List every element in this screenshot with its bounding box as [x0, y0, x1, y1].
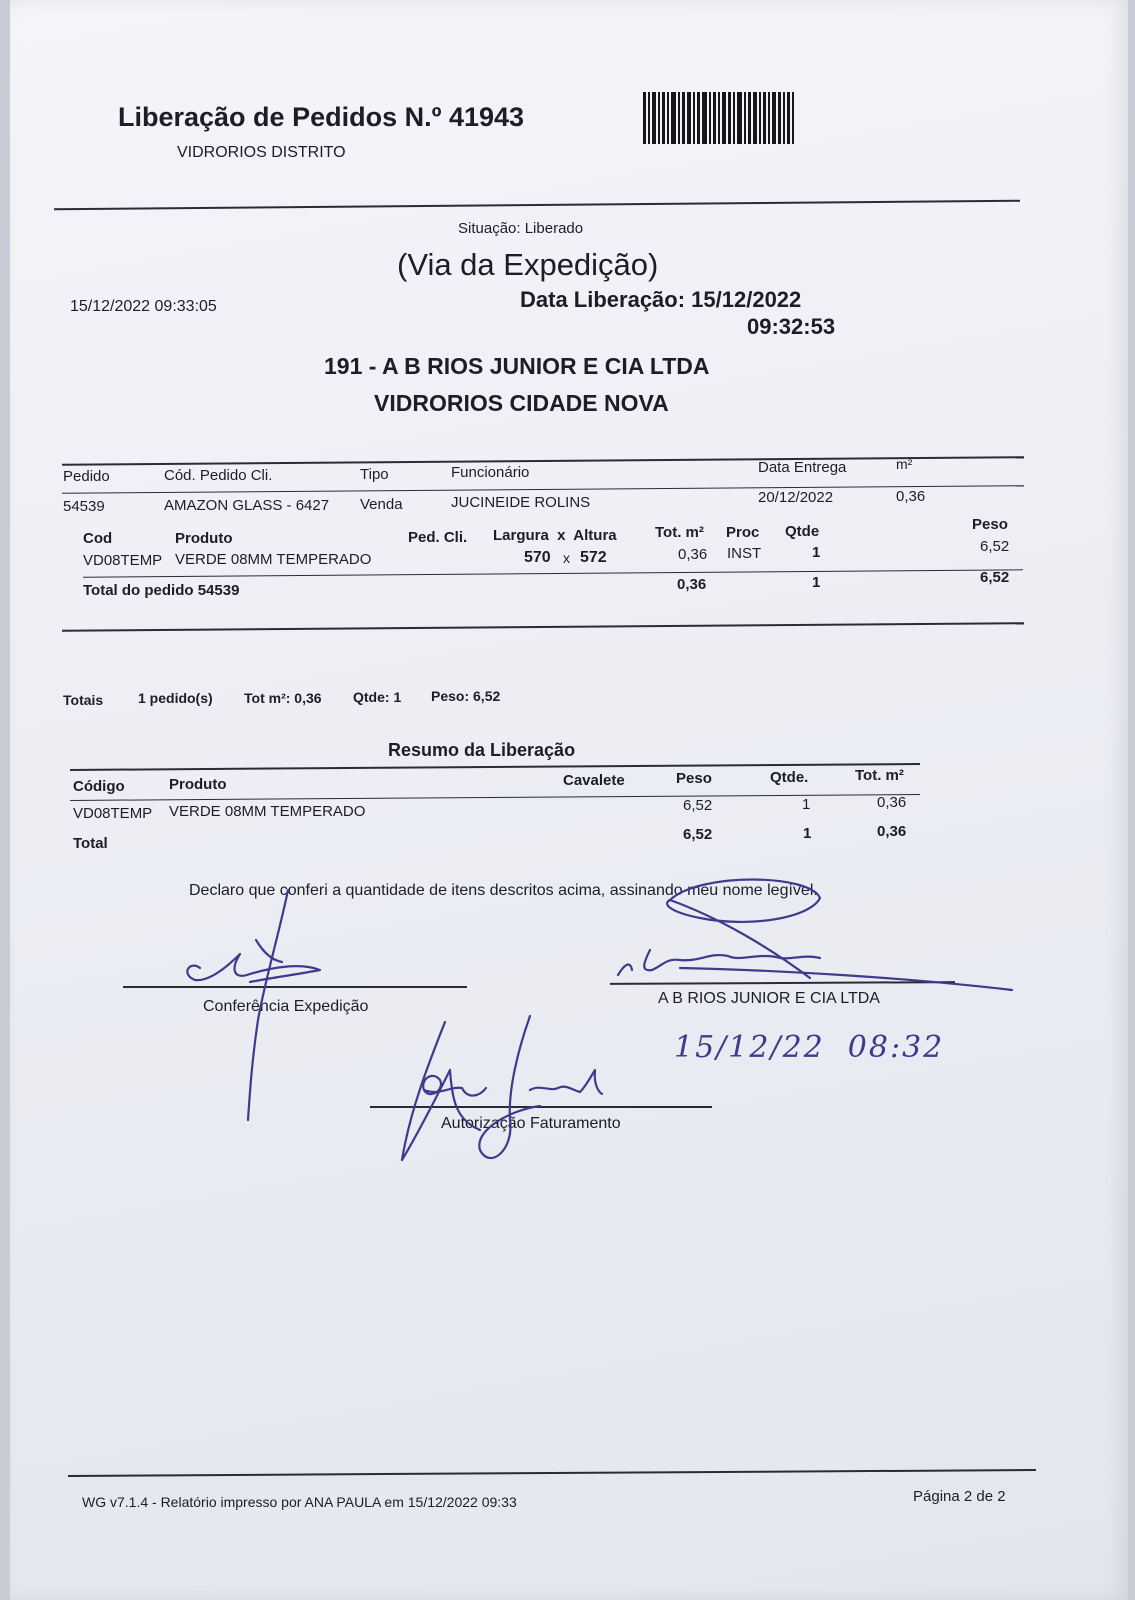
- delivery-date: 20/12/2022: [758, 489, 834, 506]
- summary-total-area: 0,36: [877, 823, 907, 840]
- barcode: [643, 92, 815, 144]
- declaration-pen-loop: [660, 878, 1020, 1008]
- order-total-label: Total do pedido 54539: [83, 582, 240, 599]
- autorizacao-signature: [390, 1010, 630, 1180]
- client-name: 191 - A B RIOS JUNIOR E CIA LTDA: [324, 353, 710, 379]
- summary-area: 0,36: [877, 794, 907, 811]
- header-divider: [54, 200, 1020, 210]
- totals-label: Totais: [63, 692, 104, 708]
- item-total-rule: [83, 569, 1023, 577]
- summary-header-cavalete: Cavalete: [563, 772, 625, 789]
- declaration-text: Declaro que conferi a quantidade de itens descritos acima, assinando meu nome legível.: [189, 882, 818, 899]
- handwritten-date: 15/12/22 08:32: [674, 1030, 945, 1065]
- order-total-qtde: 1: [812, 574, 821, 591]
- order-type: Venda: [360, 496, 403, 513]
- order-area: 0,36: [896, 488, 926, 505]
- item-header-peso: Peso: [972, 516, 1008, 533]
- summary-qtde: 1: [802, 796, 811, 813]
- totals-weight: Peso: 6,52: [431, 688, 501, 704]
- summary-header-produto: Produto: [169, 776, 227, 793]
- summary-total-qtde: 1: [803, 825, 812, 842]
- release-date: Data Liberação: 15/12/2022: [520, 287, 802, 312]
- col-header-cod-cli: Cód. Pedido Cli.: [164, 467, 273, 484]
- col-header-data-entrega: Data Entrega: [758, 459, 847, 476]
- summary-total-weight: 6,52: [683, 826, 713, 843]
- order-table-header-rule: [62, 485, 1024, 494]
- order-number: 54539: [63, 498, 105, 515]
- totals-area: Tot m²: 0,36: [244, 690, 322, 706]
- employee-name: JUCINEIDE ROLINS: [451, 494, 591, 511]
- client-order-code: AMAZON GLASS - 6427: [164, 497, 330, 514]
- item-header-ped-cli: Ped. Cli.: [408, 529, 468, 546]
- footer-rule: [68, 1469, 1036, 1477]
- col-header-tipo: Tipo: [360, 466, 389, 483]
- summary-header-tot-m2: Tot. m²: [855, 767, 904, 784]
- client-signature-label: A B RIOS JUNIOR E CIA LTDA: [658, 990, 880, 1007]
- summary-title: Resumo da Liberação: [388, 740, 576, 760]
- summary-product: VERDE 08MM TEMPERADO: [169, 803, 366, 820]
- print-datetime: 15/12/2022 09:33:05: [70, 298, 217, 315]
- summary-total-label: Total: [73, 835, 108, 852]
- item-proc: INST: [727, 545, 762, 562]
- summary-header-codigo: Código: [73, 778, 125, 795]
- totals-qtde: Qtde: 1: [353, 689, 402, 705]
- page-title: Liberação de Pedidos N.º 41943: [118, 102, 525, 132]
- summary-header-rule: [70, 794, 920, 801]
- footer-page-number: Página 2 de 2: [913, 1488, 1006, 1505]
- release-time: 09:32:53: [747, 314, 836, 339]
- item-header-qtde: Qtde: [785, 523, 820, 540]
- item-header-dimensions: Largura x Altura: [493, 527, 617, 544]
- order-table-top-rule: [62, 456, 1024, 466]
- summary-code: VD08TEMP: [73, 805, 153, 822]
- totals-orders: 1 pedido(s): [138, 690, 213, 706]
- document-page: [10, 0, 1128, 1600]
- order-total-m2: 0,36: [677, 576, 707, 593]
- conferencia-label: Conferência Expedição: [203, 998, 369, 1015]
- col-header-funcionario: Funcionário: [451, 464, 530, 481]
- item-height: 572: [580, 549, 607, 566]
- item-tot-m2: 0,36: [678, 546, 708, 563]
- item-header-proc: Proc: [726, 524, 760, 541]
- footer-print-info: WG v7.1.4 - Relatório impresso por ANA PAULA em 15/12/2022 09:33: [82, 1494, 517, 1510]
- autorizacao-label: Autorização Faturamento: [441, 1115, 621, 1132]
- summary-header-peso: Peso: [676, 770, 712, 787]
- status-text: Situação: Liberado: [458, 220, 584, 237]
- company-name: VIDRORIOS DISTRITO: [177, 144, 346, 161]
- client-branch: VIDRORIOS CIDADE NOVA: [374, 390, 669, 416]
- col-header-pedido: Pedido: [63, 468, 110, 485]
- summary-header-qtde: Qtde.: [770, 769, 809, 786]
- copy-type-heading: (Via da Expedição): [397, 247, 659, 282]
- item-header-cod: Cod: [83, 530, 113, 547]
- item-code: VD08TEMP: [83, 552, 163, 569]
- conferencia-signature: [170, 870, 340, 1140]
- order-table-bottom-rule: [62, 622, 1024, 632]
- summary-weight: 6,52: [683, 797, 713, 814]
- item-header-produto: Produto: [175, 530, 233, 547]
- item-product: VERDE 08MM TEMPERADO: [175, 551, 372, 568]
- item-width: 570: [524, 549, 551, 566]
- col-header-m2: m²: [896, 456, 913, 472]
- item-weight: 6,52: [980, 538, 1010, 555]
- order-total-weight: 6,52: [980, 569, 1010, 586]
- item-header-tot-m2: Tot. m²: [655, 524, 704, 541]
- item-qtde: 1: [812, 544, 821, 561]
- item-dimension-separator: x: [563, 550, 570, 566]
